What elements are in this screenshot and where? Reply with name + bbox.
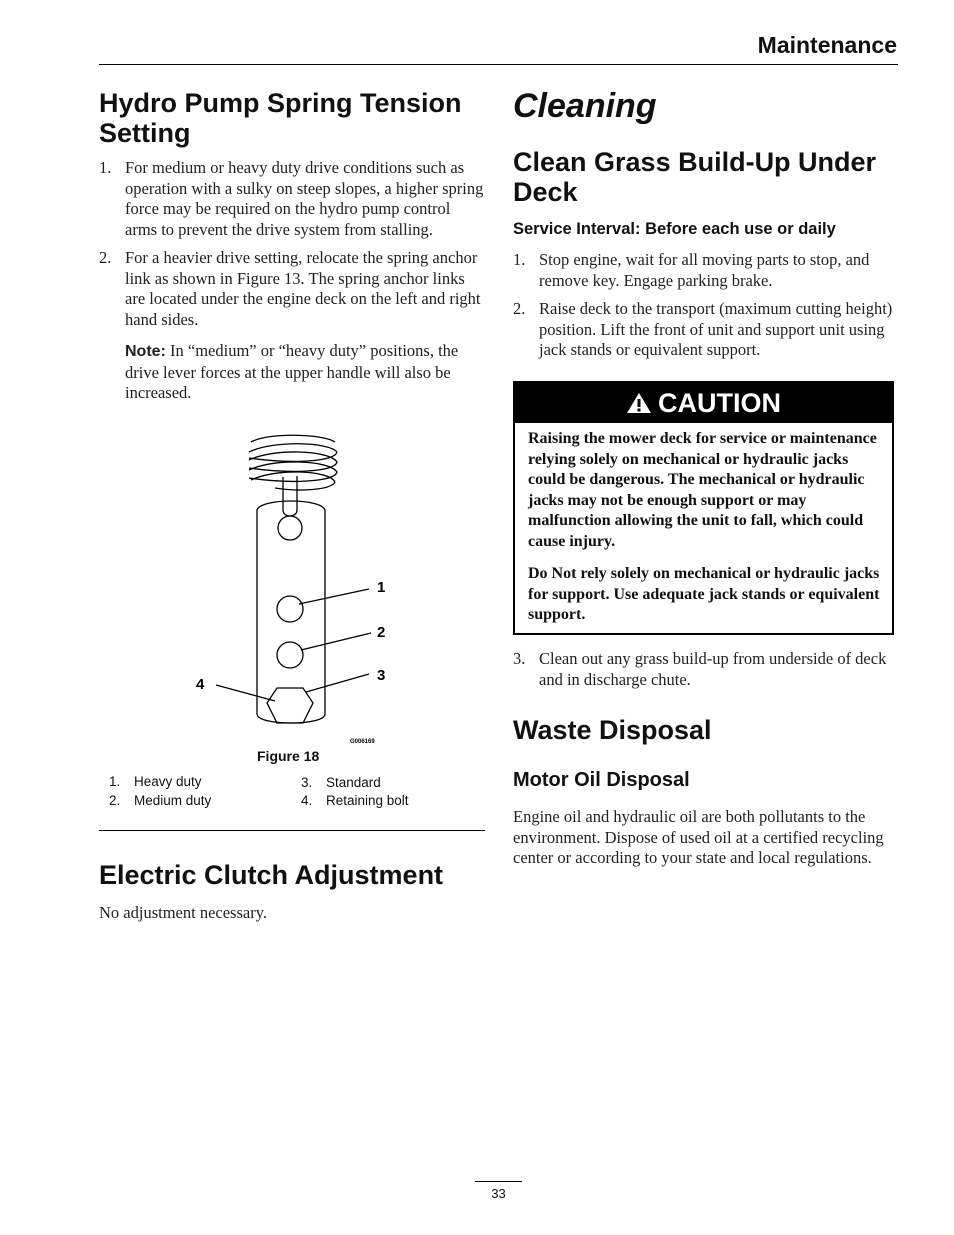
page-number-rule <box>475 1181 522 1182</box>
step-text: Raise deck to the transport (maximum cutting height) position. Lift the front of unit and support unit using jack stands or equivalent support. <box>539 299 893 359</box>
top-hole-icon <box>278 516 302 540</box>
cleaning-step-3-list <box>513 649 899 690</box>
service-interval: Service Interval: Before each use or daily <box>513 220 836 238</box>
caution-paragraph-1: Raising the mower deck for service or maintenance relying solely on mechanical or hydraulic jacks could be dangerous. The mechanical or hydraulic jacks may not be enough support or may malfunction allowing the unit to fall, which could cause injury. <box>528 430 877 550</box>
figure-caption: Figure 18 <box>257 748 320 764</box>
retaining-bolt-icon <box>267 688 313 723</box>
hydro-pump-title: Hydro Pump Spring Tension Setting <box>99 88 462 148</box>
step-number: 2. <box>513 299 526 318</box>
legend-item-3 <box>301 775 381 790</box>
caution-body <box>515 423 892 626</box>
section-divider <box>99 830 485 831</box>
figure-code: G006169 <box>350 739 375 745</box>
legend-label: Retaining bolt <box>326 793 409 808</box>
legend-label: Standard <box>326 775 381 790</box>
caution-label: CAUTION <box>658 387 781 418</box>
callout-2: 2 <box>377 624 386 641</box>
callout-3: 3 <box>377 667 386 684</box>
leader-lines <box>216 589 371 701</box>
medium-duty-hole-icon <box>277 642 303 668</box>
step-text: Stop engine, wait for all moving parts to stop, and remove key. Engage parking brake. <box>539 250 870 290</box>
warning-triangle-icon <box>626 391 652 415</box>
header-rule <box>99 64 898 65</box>
cleaning-step-3 <box>513 649 899 690</box>
spring-coil-icon <box>249 435 337 516</box>
legend-num: 1. <box>109 774 121 789</box>
cleaning-step-1 <box>513 250 899 291</box>
caution-header <box>515 383 892 423</box>
motor-oil-title: Motor Oil Disposal <box>513 769 690 791</box>
caution-box <box>513 381 894 635</box>
step-number: 3. <box>513 649 526 668</box>
cleaning-step-2 <box>513 299 899 361</box>
note <box>99 341 485 404</box>
step-number: 1. <box>99 158 112 177</box>
step-number: 2. <box>99 248 112 267</box>
legend-item-1 <box>109 774 202 789</box>
callout-1: 1 <box>377 579 386 596</box>
note-text: In “medium” or “heavy duty” positions, the drive lever forces at the upper handle will also be increased. <box>125 341 459 402</box>
legend-label: Medium duty <box>134 793 212 808</box>
heavy-duty-hole-icon <box>277 596 303 622</box>
electric-clutch-text: No adjustment necessary. <box>99 903 268 922</box>
motor-oil-text: Engine oil and hydraulic oil are both pollutants to the environment. Dispose of used oil at a certified recycling center or according to your state and local regulations. <box>513 807 884 867</box>
callout-4: 4 <box>196 676 205 693</box>
hydro-step-2 <box>99 248 485 330</box>
waste-disposal-title: Waste Disposal <box>513 715 712 745</box>
note-label: Note: <box>125 343 166 360</box>
section-header: Maintenance <box>757 32 897 58</box>
cleaning-title: Cleaning <box>513 87 657 125</box>
page-number: 33 <box>491 1186 506 1201</box>
legend-num: 3. <box>301 775 313 790</box>
legend-label: Heavy duty <box>134 774 202 789</box>
spring-anchor-figure <box>99 430 485 750</box>
legend-num: 4. <box>301 793 313 808</box>
hydro-step-1 <box>99 158 485 240</box>
step-text: Clean out any grass build-up from underside of deck and in discharge chute. <box>539 649 887 689</box>
step-text: For medium or heavy duty drive conditions such as operation with a sulky on steep slopes, a higher spring force may be required on the hydro pump control arms to prevent the drive system from stalling. <box>125 158 484 239</box>
legend-item-4 <box>301 793 409 808</box>
hydro-steps <box>99 158 485 330</box>
legend-num: 2. <box>109 793 121 808</box>
step-number: 1. <box>513 250 526 269</box>
cleaning-steps <box>513 250 899 361</box>
legend-item-2 <box>109 793 212 808</box>
clean-grass-title: Clean Grass Build-Up Under Deck <box>513 147 877 207</box>
step-text: For a heavier drive setting, relocate the spring anchor link as shown in Figure 13. The spring anchor links are located under the engine deck on the left and right hand sides. <box>125 248 481 329</box>
right-column <box>513 86 899 361</box>
left-column <box>99 88 485 404</box>
caution-paragraph-2: Do Not rely solely on mechanical or hydraulic jacks for support. Use adequate jack stands or equivalent support. <box>528 565 880 623</box>
electric-clutch-title: Electric Clutch Adjustment <box>99 860 444 890</box>
